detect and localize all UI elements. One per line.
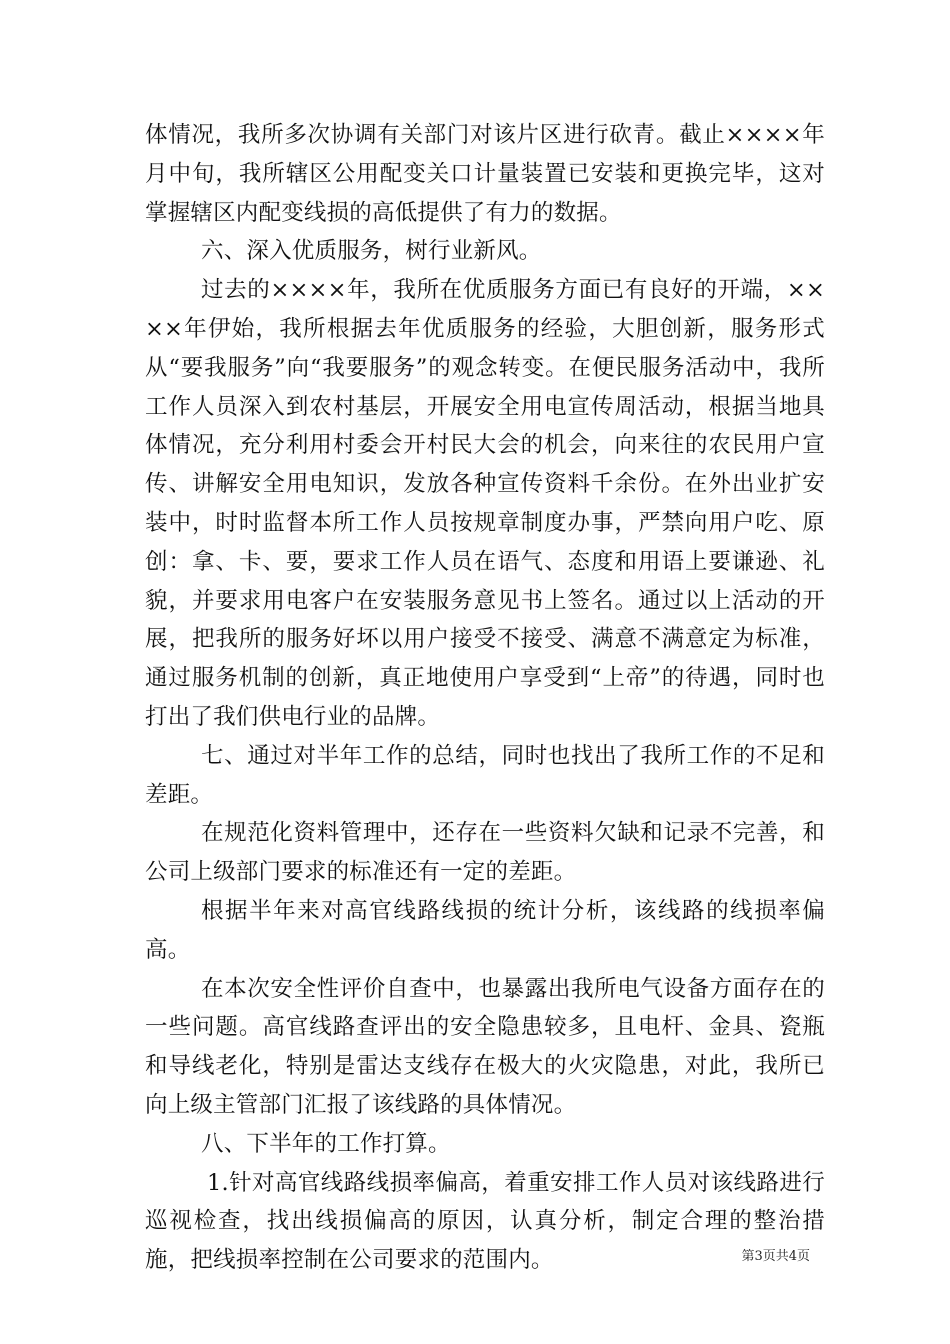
page-number: 第3页共4页	[741, 1249, 810, 1264]
paragraph-service: 过去的××××年，我所在优质服务方面已有良好的开端，××××年伊始，我所根据去年优质服务的经验，大胆创新，服务形式从“要我服务”向“我要服务”的观念转变。在便民服务活动中，我所工作人员深入到农村基层，开展安全用电宣传周活动，根据当地具体情况，充分利用村委会开村民大会的机会，向来往的农民用户宣传、讲解安全用电知识，发放各种宣传资料千余份。在外出业扩安装中，时时监督本所工作人员按规章制度办事，严禁向用户吃、原创：拿、卡、要，要求工作人员在语气、态度和用语上要谦逊、礼貌，并要求用电客户在安装服务意见书上签名。通过以上活动的开展，把我所的服务好坏以用户接受不接受、满意不满意定为标准，通过服务机制的创新，真正地使用户享受到“上帝”的待遇，同时也打出了我们供电行业的品牌。	[145, 277, 825, 730]
paragraph-plan-item-1: 1.针对高官线路线损率偏高，着重安排工作人员对该线路进行巡视检查，找出线损偏高的原因，认真分析，制定合理的整治措施，把线损率控制在公司要求的范围内。	[145, 1169, 825, 1274]
document-body	[145, 116, 825, 1280]
paragraph-records: 在规范化资料管理中，还存在一些资料欠缺和记录不完善，和公司上级部门要求的标准还有一定的差距。	[145, 820, 825, 886]
paragraph-safety: 在本次安全性评价自查中，也暴露出我所电气设备方面存在的一些问题。高官线路查评出的安全隐患较多，且电杆、金具、瓷瓶和导线老化，特别是雷达支线存在极大的火灾隐患，对此，我所已向上级主管部门汇报了该线路的具体情况。	[145, 975, 825, 1118]
section-heading-eight: 八、下半年的工作打算。	[201, 1130, 451, 1157]
section-heading-seven: 七、通过对半年工作的总结，同时也找出了我所工作的不足和差距。	[145, 742, 825, 808]
paragraph-line-loss: 根据半年来对高官线路线损的统计分析，该线路的线损率偏高。	[145, 897, 825, 963]
section-heading-six: 六、深入优质服务，树行业新风。	[201, 238, 542, 265]
paragraph-continuation: 体情况，我所多次协调有关部门对该片区进行砍青。截止××××年月中旬，我所辖区公用配变关口计量装置已安装和更换完毕，这对掌握辖区内配变线损的高低提供了有力的数据。	[145, 122, 825, 226]
